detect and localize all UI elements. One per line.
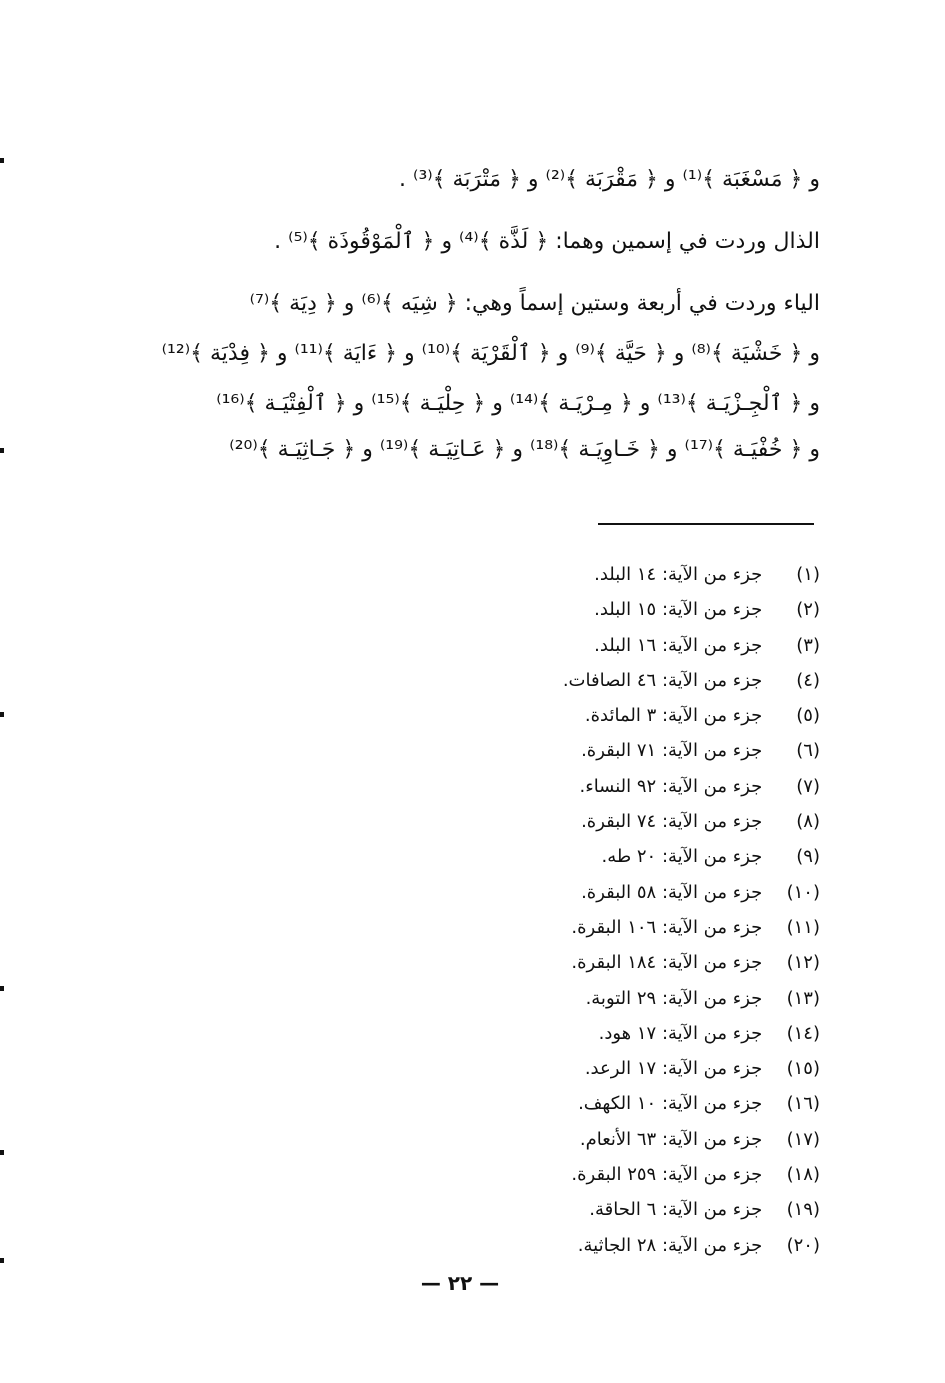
footnote xyxy=(300,1019,820,1054)
footnote-number: (٢) xyxy=(796,599,820,621)
footnote xyxy=(300,701,820,736)
footnote-number: (١٠) xyxy=(786,881,820,903)
footnote-number: (٨) xyxy=(796,811,820,833)
footnote-number: (١٩) xyxy=(786,1199,820,1221)
main-text-line: و ﴿ مَسْغَبَة ﴾⁽¹⁾ و ﴿ مَقْرَبَة ﴾⁽²⁾ و ﴿ مَتْرَبَة ﴾⁽³⁾ . xyxy=(399,167,820,192)
footnote-text: جزء من الآية: ٥٨ البقرة. xyxy=(581,881,763,903)
footnote-text: جزء من الآية: ٢٩ التوبة. xyxy=(585,987,763,1009)
footnote xyxy=(300,948,820,983)
main-text-line: الذال وردت في إسمين وهما: ﴿ لَذَّة ﴾⁽⁴⁾ و ﴿ ٱلْمَوْقُوذَة ﴾⁽⁵⁾ . xyxy=(274,229,820,254)
footnote xyxy=(300,984,820,1019)
footnote xyxy=(300,878,820,913)
footnote xyxy=(300,595,820,630)
footnote-text: جزء من الآية: ٣ المائدة. xyxy=(584,705,763,727)
footnote xyxy=(300,1054,820,1089)
footnote xyxy=(300,560,820,595)
footnote-text: جزء من الآية: ١٥ البلد. xyxy=(594,599,763,621)
margin-mark xyxy=(0,1258,4,1263)
main-text-line: الياء وردت في أربعة وستين إسماً وهي: ﴿ شِيَه ﴾⁽⁶⁾ و ﴿ دِيَة ﴾⁽⁷⁾ xyxy=(249,291,820,316)
footnote-number: (٩) xyxy=(796,846,820,868)
footnote-text: جزء من الآية: ١٨٤ البقرة. xyxy=(571,952,763,974)
footnote xyxy=(300,666,820,701)
margin-mark xyxy=(0,1150,4,1155)
footnote-text: جزء من الآية: ١٠٦ البقرة. xyxy=(571,916,763,938)
footnote xyxy=(300,1231,820,1266)
footnote xyxy=(300,1125,820,1160)
footnote-number: (١٥) xyxy=(786,1058,820,1080)
footnote-number: (٣) xyxy=(796,634,820,656)
footnote-text: جزء من الآية: ٧١ البقرة. xyxy=(581,740,763,762)
footnote xyxy=(300,631,820,666)
margin-mark xyxy=(0,986,4,991)
footnote xyxy=(300,1089,820,1124)
margin-mark xyxy=(0,448,4,453)
footnote xyxy=(300,1160,820,1195)
footnote-number: (١) xyxy=(796,564,820,585)
margin-mark xyxy=(0,712,4,717)
footnote-text: جزء من الآية: ٢٠ طه. xyxy=(601,846,763,868)
footnote-number: (١٣) xyxy=(786,987,820,1009)
footnote-text: جزء من الآية: ١٦ البلد. xyxy=(594,634,763,656)
footnote-text: جزء من الآية: ٦٣ الأنعام. xyxy=(579,1128,763,1150)
footnote-number: (٧) xyxy=(796,775,820,797)
footnote-text: جزء من الآية: ٦ الحاقة. xyxy=(589,1199,763,1221)
footnote-text: جزء من الآية: ١٠ الكهف. xyxy=(578,1093,763,1115)
footnote-number: (١٦) xyxy=(786,1093,820,1115)
footnote-number: (١٧) xyxy=(786,1128,820,1150)
footnote-number: (٢٠) xyxy=(786,1234,820,1256)
page-number: — ٢٢ — xyxy=(420,1271,500,1295)
main-text-line: و ﴿ خُفْيَـة ﴾⁽¹⁷⁾ و ﴿ خَـاوِيَـة ﴾⁽¹⁸⁾ و ﴿ عَـاتِيَـة ﴾⁽¹⁹⁾ و ﴿ جَـاثِيَـة ﴾⁽²⁰⁾ xyxy=(229,437,820,462)
footnote-text: جزء من الآية: ٤٦ الصافات. xyxy=(562,669,763,691)
main-text-line: و ﴿ خَشْيَة ﴾⁽⁸⁾ و ﴿ حَيَّة ﴾⁽⁹⁾ و ﴿ ٱلْقَرْيَة ﴾⁽¹⁰⁾ و ﴿ ءَايَة ﴾⁽¹¹⁾ و ﴿ فِدْيَة ﴾⁽¹²⁾ xyxy=(161,341,820,366)
footnote-number: (٤) xyxy=(796,669,820,691)
footnote-number: (٥) xyxy=(796,705,820,727)
footnote xyxy=(300,913,820,948)
footnote xyxy=(300,1195,820,1230)
margin-mark xyxy=(0,158,4,163)
footnote-number: (٦) xyxy=(796,740,820,762)
footnote-text: جزء من الآية: ١٤ البلد. xyxy=(594,564,763,585)
footnote-number: (١٨) xyxy=(786,1164,820,1186)
footnote-text: جزء من الآية: ١٧ هود. xyxy=(598,1022,763,1044)
main-text-line: و ﴿ ٱلْجِـزْيَـة ﴾⁽¹³⁾ و ﴿ مِـرْيَـة ﴾⁽¹⁴⁾ و ﴿ حِلْيَـة ﴾⁽¹⁵⁾ و ﴿ ٱلْفِتْيَـة ﴾⁽¹⁶⁾ xyxy=(216,391,820,416)
footnote xyxy=(300,772,820,807)
footnote-text: جزء من الآية: ٢٥٩ البقرة. xyxy=(571,1164,763,1186)
footnote-number: (١١) xyxy=(786,916,820,938)
footnote-divider xyxy=(598,523,814,525)
footnote-number: (١٢) xyxy=(786,952,820,974)
footnotes-list xyxy=(300,560,820,1266)
footnote-text: جزء من الآية: ٢٨ الجاثية. xyxy=(577,1234,763,1256)
footnote-text: جزء من الآية: ١٧ الرعد. xyxy=(584,1058,763,1080)
footnote-text: جزء من الآية: ٩٢ النساء. xyxy=(579,775,763,797)
footnote xyxy=(300,842,820,877)
footnote xyxy=(300,807,820,842)
footnote-number: (١٤) xyxy=(786,1022,820,1044)
footnote-text: جزء من الآية: ٧٤ البقرة. xyxy=(581,811,763,833)
footnote xyxy=(300,736,820,771)
